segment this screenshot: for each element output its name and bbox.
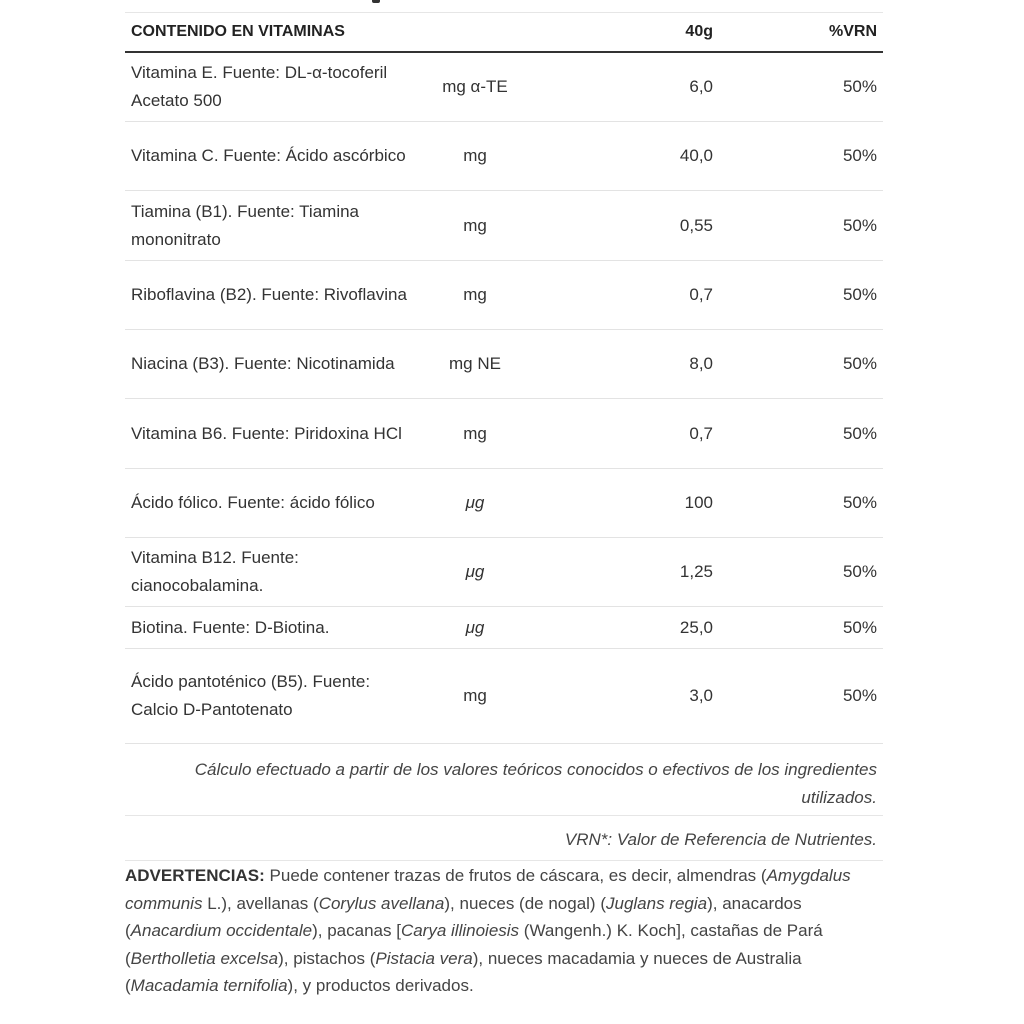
- vitamin-vrn: 50%: [842, 686, 877, 705]
- vitamin-vrn: 50%: [842, 617, 877, 637]
- vitamin-name: Vitamina B6. Fuente: Piridoxina HCl: [131, 423, 402, 443]
- warning-text-part: ), nueces macadamia y nueces de Australia (: [125, 948, 802, 995]
- vitamin-table: [125, 12, 883, 744]
- vitamin-vrn: 50%: [842, 146, 877, 165]
- header-amount: 40g: [685, 23, 713, 40]
- vitamin-vrn: 50%: [842, 562, 877, 581]
- vitamin-amount: 100: [684, 493, 713, 512]
- warning-text-part: L.), avellanas (: [202, 893, 319, 913]
- vitamin-unit: mg: [463, 285, 487, 304]
- vitamin-unit: mg: [463, 146, 487, 165]
- warning-text-part: Puede contener trazas de frutos de cáscara, es decir, almendras (: [264, 866, 767, 885]
- warnings-text: [125, 866, 851, 995]
- vitamin-name: Tiamina (B1). Fuente: Tiamina mononitrato: [131, 201, 360, 249]
- warning-text-part: ), pistachos (: [278, 948, 376, 968]
- table-row: [125, 122, 883, 191]
- vitamin-unit: mg α-TE: [442, 77, 508, 96]
- vrn-definition: VRN*: Valor de Referencia de Nutrientes.: [564, 830, 877, 849]
- vitamin-amount: 0,7: [689, 423, 713, 443]
- warning-text-part: ), pacanas [: [312, 921, 401, 940]
- species-name: Pistacia vera: [375, 948, 473, 968]
- table-row: [125, 538, 883, 607]
- table-row: [125, 607, 883, 649]
- vitamin-name: Biotina. Fuente: D-Biotina.: [131, 617, 330, 637]
- vitamin-amount: 0,55: [679, 215, 713, 235]
- calculation-note: Cálculo efectuado a partir de los valores teóricos conocidos o efectivos de los ingredientes utilizados.: [194, 760, 877, 807]
- vitamin-vrn: 50%: [842, 285, 877, 304]
- header-name: CONTENIDO EN VITAMINAS: [131, 23, 345, 40]
- warning-text-part: ), y productos derivados.: [287, 976, 474, 995]
- header-vrn: %VRN: [828, 23, 877, 40]
- species-name: Amygdalus communis: [125, 866, 851, 913]
- divider: [125, 815, 883, 816]
- vitamin-name: Ácido pantoténico (B5). Fuente: Calcio D-Pantotenato: [131, 672, 371, 719]
- vitamin-name: Riboflavina (B2). Fuente: Rivoflavina: [131, 285, 407, 304]
- warning-text-part: ), anacardos (: [125, 893, 802, 940]
- vitamin-vrn: 50%: [842, 77, 877, 96]
- warning-text-part: (Wangenh.) K. Koch], castañas de Pará (: [125, 921, 823, 968]
- table-row: [125, 191, 883, 261]
- vitamin-vrn: 50%: [842, 215, 877, 235]
- vitamin-name: Vitamina B12. Fuente: cianocobalamina.: [131, 548, 299, 595]
- vitamin-unit: μg: [465, 562, 485, 581]
- vitamin-name: Vitamina E. Fuente: DL-α-tocoferil Acetato 500: [131, 63, 388, 110]
- vitamin-unit: mg: [463, 423, 487, 443]
- table-row: [125, 53, 883, 122]
- vitamin-unit: mg: [463, 215, 487, 235]
- table-row: [125, 261, 883, 330]
- species-name: Corylus avellana: [318, 893, 445, 913]
- species-name: Juglans regia: [605, 893, 708, 913]
- vitamin-name: Niacina (B3). Fuente: Nicotinamida: [131, 354, 395, 373]
- species-name: Carya illinoiesis: [400, 921, 520, 940]
- vitamin-unit: μg: [465, 493, 485, 512]
- vitamin-unit: mg: [463, 686, 487, 705]
- vitamin-name: Ácido fólico. Fuente: ácido fólico: [131, 493, 375, 512]
- vitamin-amount: 6,0: [689, 77, 713, 96]
- vitamin-unit: mg NE: [449, 354, 501, 373]
- table-row: [125, 399, 883, 469]
- table-row: [125, 649, 883, 744]
- vitamin-vrn: 50%: [842, 354, 877, 373]
- species-name: Anacardium occidentale: [130, 921, 313, 940]
- cropped-heading-fragment: [372, 0, 380, 3]
- vitamin-amount: 0,7: [689, 285, 713, 304]
- vitamin-vrn: 50%: [842, 493, 877, 512]
- species-name: Macadamia ternifolia: [130, 976, 288, 995]
- vitamin-amount: 8,0: [689, 354, 713, 373]
- species-name: Bertholletia excelsa: [130, 948, 279, 968]
- warning-text-part: ), nueces (de nogal) (: [444, 893, 606, 913]
- vitamin-vrn: 50%: [842, 423, 877, 443]
- vitamin-amount: 3,0: [689, 686, 713, 705]
- vitamin-amount: 25,0: [679, 617, 713, 637]
- table-row: [125, 469, 883, 538]
- table-header: [125, 12, 883, 53]
- warnings-paragraph: [125, 862, 885, 1000]
- vitamin-amount: 40,0: [679, 146, 713, 165]
- vitamin-amount: 1,25: [679, 562, 713, 581]
- table-row: [125, 330, 883, 399]
- vitamin-name: Vitamina C. Fuente: Ácido ascórbico: [131, 146, 406, 165]
- divider: [125, 860, 883, 861]
- warnings-label: ADVERTENCIAS:: [125, 866, 265, 885]
- vitamin-unit: μg: [465, 617, 485, 637]
